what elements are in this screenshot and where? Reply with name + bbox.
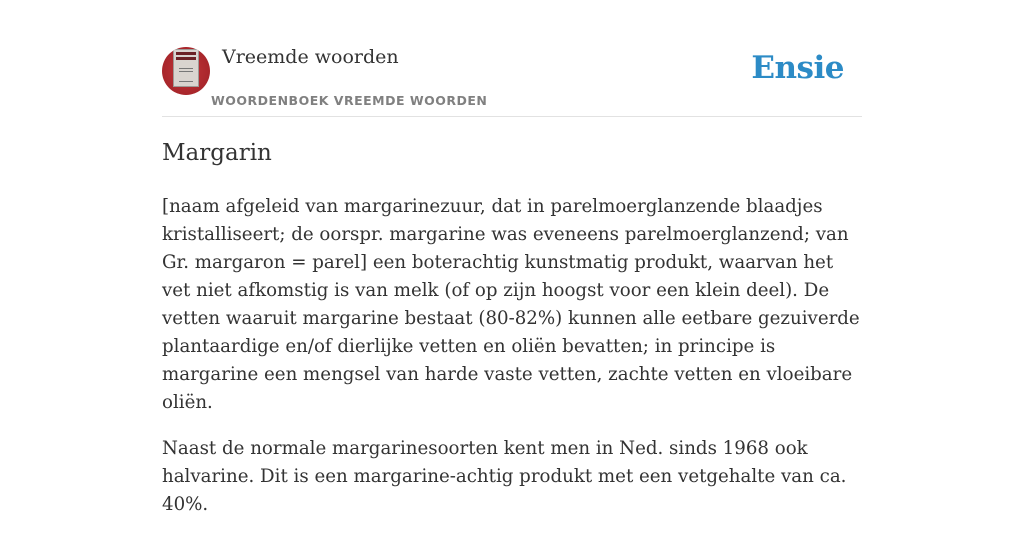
source-title[interactable]: Vreemde woorden [222, 46, 399, 68]
entry-card [162, 0, 862, 515]
definition-paragraph: [naam afgeleid van margarinezuur, dat in parelmoerglanzende blaadjes kristalliseert; de oorspr. margarine was eveneens parelmoerglanzend; van Gr. margaron = parel] een boterachtig kunstmatig produkt, waarvan het vet niet afkomstig is van melk (of op zijn hoogst voor een klein deel). De vetten waaruit margarine bestaat (80-82%) kunnen alle eetbare gezuiverde plantaardige en/of dierlijke vetten en oliën bevatten; in principe is margarine een mengsel van harde vaste vetten, zachte vetten en vloeibare oliën. [162, 196, 860, 413]
entry-definition [162, 193, 862, 537]
source-subtitle: WOORDENBOEK VREEMDE WOORDEN [211, 93, 488, 108]
entry-term: Margarin [162, 140, 272, 166]
book-cover-icon[interactable] [162, 47, 210, 95]
book-icon [173, 49, 199, 87]
entry-header [162, 46, 862, 117]
brand-logo[interactable]: Ensie [751, 50, 844, 86]
definition-paragraph: Naast de normale margarinesoorten kent men in Ned. sinds 1968 ook halvarine. Dit is een margarine-achtig produkt met een vetgehalte van ca. 40%. [162, 438, 847, 515]
